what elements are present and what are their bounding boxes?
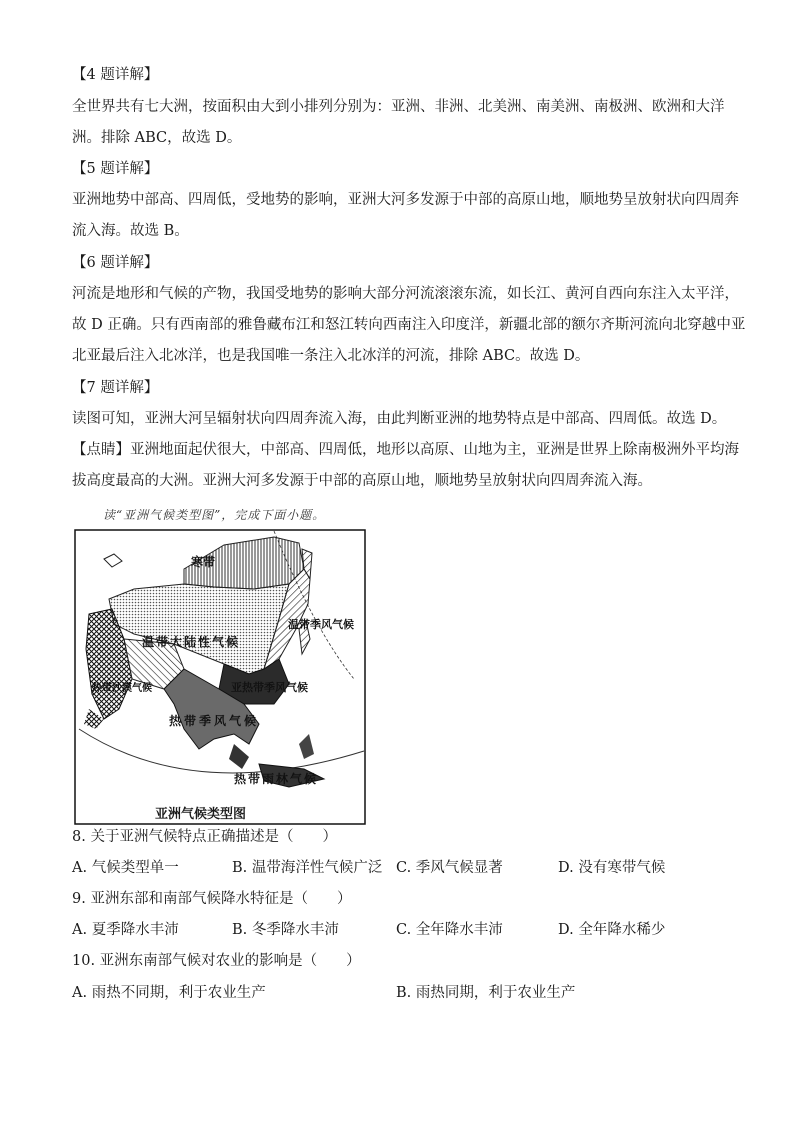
- heading-q4: 【4 题详解】: [72, 67, 159, 83]
- label-tropical-rainforest: 热带雨林气候: [234, 772, 319, 786]
- dianjing-line1: 【点睛】亚洲地面起伏很大，中部高、四周低，地形以高原、山地为主，亚洲是世界上除南极洲外平均海: [72, 442, 739, 458]
- heading-q6: 【6 题详解】: [72, 255, 159, 271]
- question-8-stem: 8. 关于亚洲气候特点正确描述是（ ）: [72, 829, 337, 845]
- label-subtropical-monsoon: 亚热带季风气候: [231, 681, 308, 694]
- asia-climate-map: [74, 529, 366, 825]
- heading-q7: 【7 题详解】: [72, 380, 159, 396]
- label-continental: 温带大陆性气候: [142, 635, 241, 649]
- question-9-stem: 9. 亚洲东部和南部气候降水特征是（ ）: [72, 891, 352, 907]
- question-8-option-d[interactable]: D. 没有寒带气候: [558, 860, 666, 876]
- question-8-option-c[interactable]: C. 季风气候显著: [396, 860, 503, 876]
- paragraph-q6-line1: 河流是地形和气候的产物，我国受地势的影响大部分河流滚滚东流，如长江、黄河自西向东注入太平洋，: [72, 286, 739, 302]
- paragraph-q6-line2: 故 D 正确。只有西南部的雅鲁藏布江和怒江转向西南注入印度洋，新疆北部的额尔齐斯河流向北穿越中亚: [72, 317, 746, 333]
- question-10-stem: 10. 亚洲东南部气候对农业的影响是（ ）: [72, 953, 361, 969]
- paragraph-q6-line3: 北亚最后注入北冰洋，也是我国唯一条注入北冰洋的河流，排除 ABC。故选 D。: [72, 348, 590, 364]
- question-10-option-a[interactable]: A. 雨热不同期，利于农业生产: [72, 985, 266, 1001]
- label-tundra: 寒带: [191, 555, 216, 569]
- heading-q5: 【5 题详解】: [72, 161, 159, 177]
- paragraph-q4-line2: 洲。排除 ABC，故选 D。: [72, 130, 242, 146]
- question-10-option-b[interactable]: B. 雨热同期，利于农业生产: [396, 985, 576, 1001]
- question-9-option-b[interactable]: B. 冬季降水丰沛: [232, 922, 339, 938]
- map-caption: 亚洲气候类型图: [155, 807, 247, 822]
- label-temperate-monsoon: 温带季风气候: [288, 618, 354, 631]
- label-tropical-desert: 热带沙漠气候: [92, 683, 152, 694]
- paragraph-q5-line2: 流入海。故选 B。: [72, 223, 189, 239]
- question-8-option-b[interactable]: B. 温带海洋性气候广泛: [232, 860, 383, 876]
- paragraph-q4-line1: 全世界共有七大洲，按面积由大到小排列分别为：亚洲、非洲、北美洲、南美洲、南极洲、欧洲和大洋: [72, 99, 725, 115]
- question-8-option-a[interactable]: A. 气候类型单一: [72, 860, 179, 876]
- question-9-option-c[interactable]: C. 全年降水丰沛: [396, 922, 503, 938]
- dianjing-line2: 拔高度最高的大洲。亚洲大河多发源于中部的高原山地，顺地势呈放射状向四周奔流入海。: [72, 473, 652, 489]
- paragraph-q7-line1: 读图可知，亚洲大河呈辐射状向四周奔流入海，由此判断亚洲的地势特点是中部高、四周低。故选 D。: [72, 411, 727, 427]
- paragraph-q5-line1: 亚洲地势中部高、四周低，受地势的影响，亚洲大河多发源于中部的高原山地，顺地势呈放射状向四周奔: [72, 192, 739, 208]
- question-9-option-d[interactable]: D. 全年降水稀少: [558, 922, 666, 938]
- label-tropical-monsoon: 热带季风气候: [169, 714, 260, 728]
- question-9-option-a[interactable]: A. 夏季降水丰沛: [72, 922, 179, 938]
- map-instruction: 读“亚洲气候类型图”，完成下面小题。: [103, 508, 326, 522]
